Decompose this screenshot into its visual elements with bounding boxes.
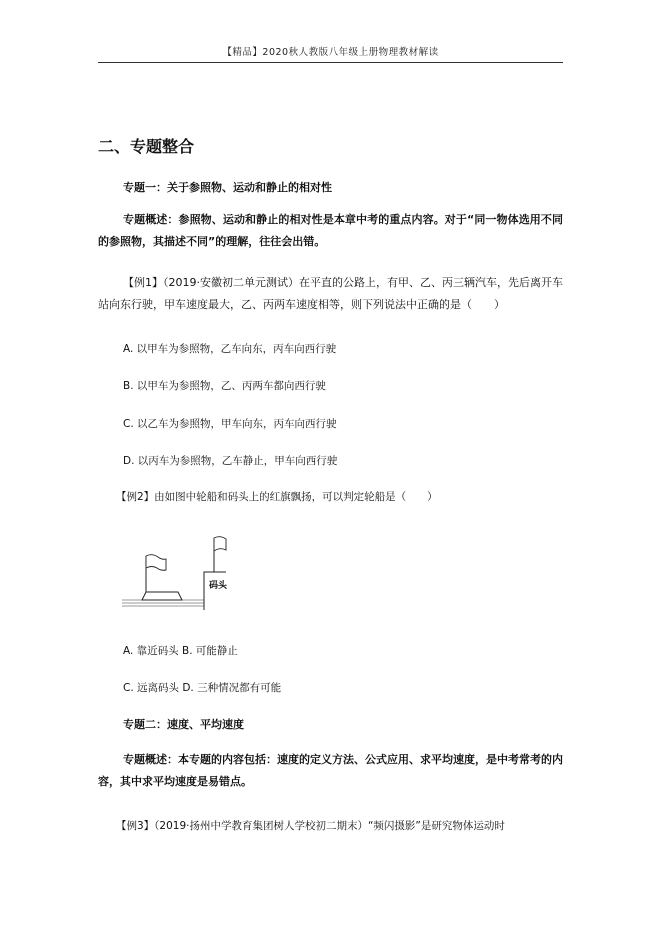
example2-options-row1: A. 靠近码头 B. 可能静止 [123,645,238,657]
example1-option-b: B. 以甲车为参照物，乙、丙两车都向西行驶 [123,380,326,392]
topic1-overview: 专题概述：参照物、运动和静止的相对性是本章中考的重点内容。对于“同一物体选用不同的参照物，其描述不同”的理解，往往会出错。 [98,213,563,248]
ship-dock-figure [118,528,228,618]
topic2-title: 专题二：速度、平均速度 [123,718,244,731]
page-header: 【精品】2020秋人教版八年级上册物理教材解读 [222,47,439,58]
example2-options-row2: C. 远离码头 D. 三种情况都有可能 [123,682,282,694]
example2-stem: 【例2】由如图中轮船和码头上的红旗飘扬，可以判定轮船是（ ） [116,491,438,503]
example1-option-c: C. 以乙车为参照物，甲车向东，丙车向西行驶 [123,418,337,430]
section-title: 二、专题整合 [98,137,195,156]
water-hatch [122,600,204,606]
ship-flag [146,555,166,571]
ship-hull [142,592,182,600]
dock-label: 码头 [209,581,228,591]
dock-flag [214,537,226,551]
header-divider [98,62,563,63]
example1-option-d: D. 以丙车为参照物，乙车静止，甲车向西行驶 [123,455,338,467]
topic1-title: 专题一：关于参照物、运动和静止的相对性 [123,181,332,194]
example3-stem: 【例3】（2019·扬州中学教育集团树人学校初二期末）“频闪摄影”是研究物体运动时 [116,820,505,832]
example1-option-a: A. 以甲车为参照物，乙车向东，丙车向西行驶 [123,343,337,355]
dock [204,572,226,610]
topic2-overview: 专题概述：本专题的内容包括：速度的定义方法、公式应用、求平均速度，是中考常考的内容，其中求平均速度是易错点。 [98,753,563,788]
example1-stem: 【例1】（2019·安徽初二单元测试）在平直的公路上，有甲、乙、丙三辆汽车，先后离开车站向东行驶，甲车速度最大，乙、丙两车速度相等，则下列说法中正确的是（ ） [98,276,563,311]
